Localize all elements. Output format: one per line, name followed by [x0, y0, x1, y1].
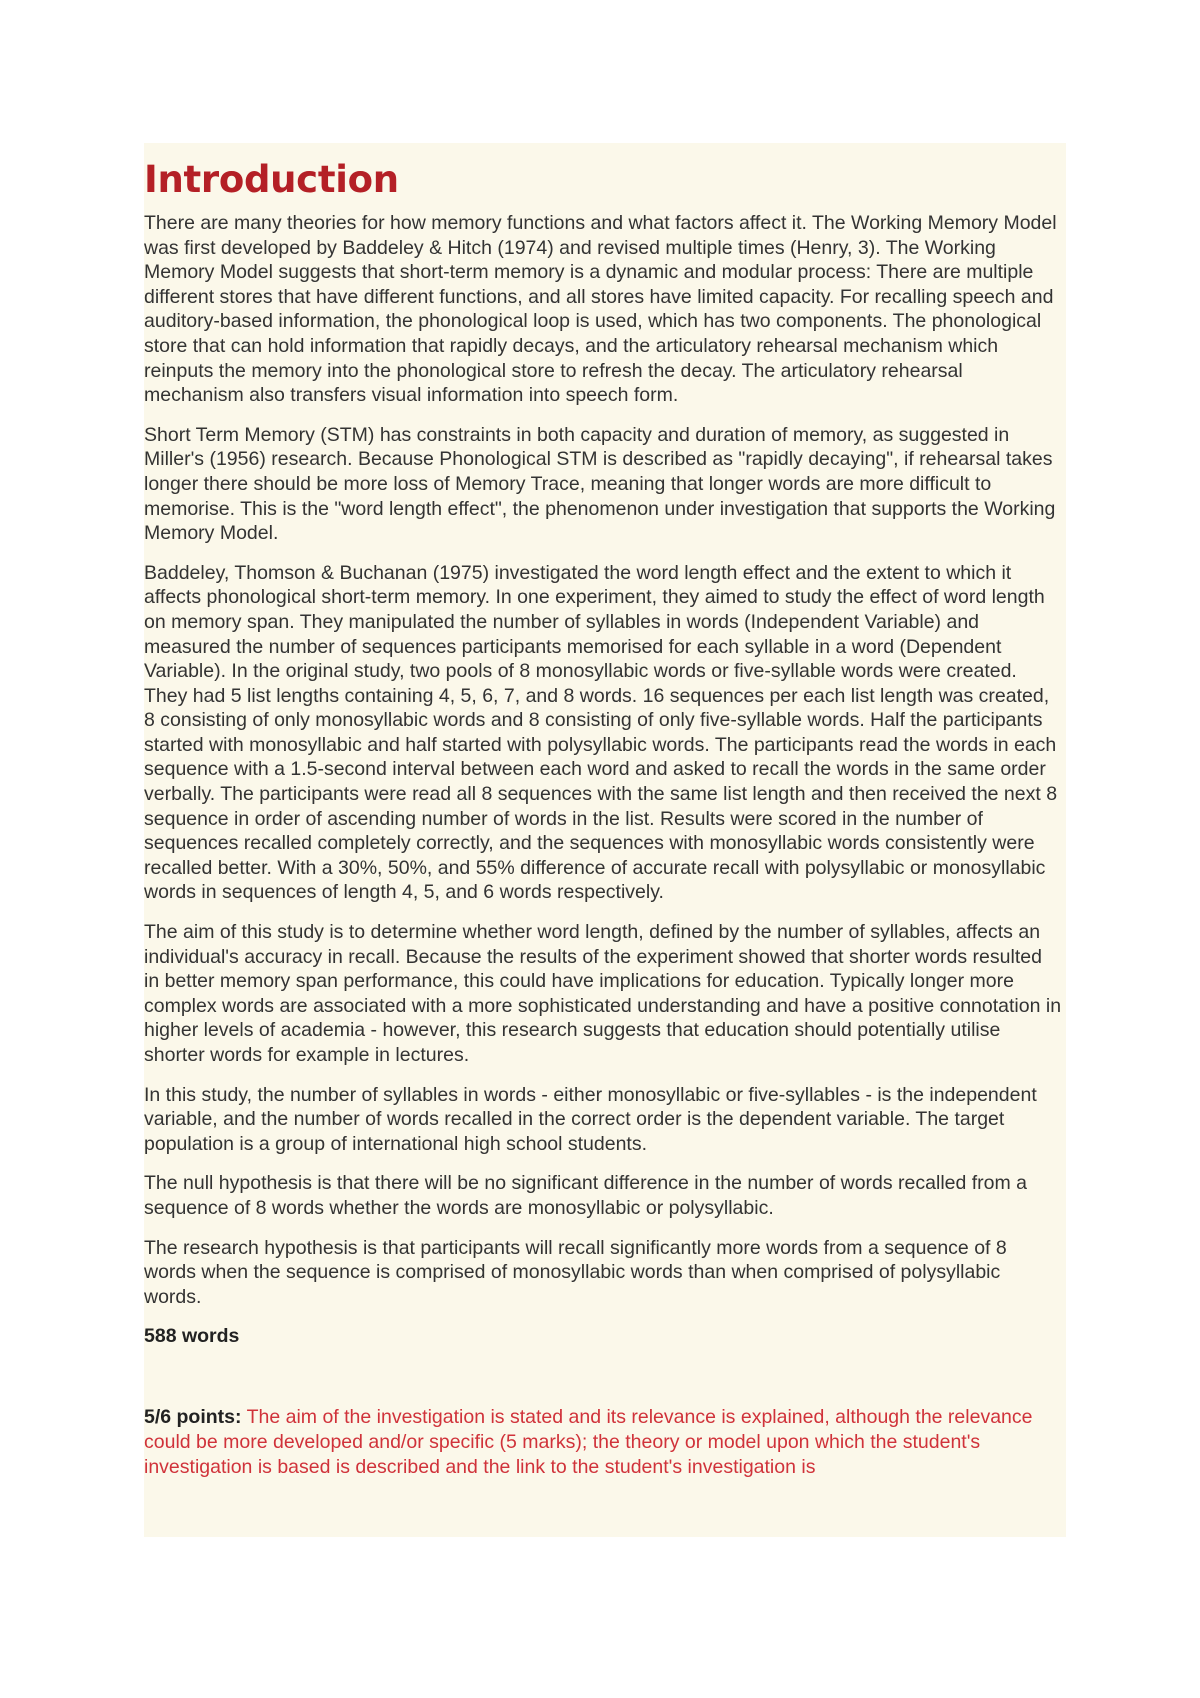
section-title: Introduction [144, 158, 399, 201]
feedback-points: 5/6 points: [144, 1406, 242, 1429]
paragraph-research-hypothesis: The research hypothesis is that participants will recall significantly more words from a sequence of 8 words when the sequence is comprised of monosyllabic words than when comprised of polysyllabic words. [144, 1236, 1007, 1308]
paragraph-null-hypothesis: The null hypothesis is that there will be no significant difference in the number of words recalled from a sequence of 8 words whether the words are monosyllabic or polysyllabic. [144, 1172, 1028, 1219]
paragraph-working-memory-model: There are many theories for how memory functions and what factors affect it. The Working Memory Model was first developed by Baddeley & Hitch (1974) and revised multiple times (Henry, 3). The Working Memory Model suggests that short-term memory is a dynamic and modular process: There are multiple different stores that have different functions, and all stores have limited capacity. For recalling speech and auditory-based information, the phonological loop is used, which has two components. The phonological store that can hold information that rapidly decays, and the articulatory rehearsal mechanism which reinputs the memory into the phonological store to refresh the decay. The articulatory rehearsal mechanism also transfers visual information into speech form. [144, 212, 1057, 407]
section-body [144, 211, 1066, 1309]
paragraph-aim: The aim of this study is to determine whether word length, defined by the number of syllables, affects an individual's accuracy in recall. Because the results of the experiment showed that shorter words resulted in better memory span performance, this could have implications for education. Typically longer more complex words are associated with a more sophisticated understanding and have a positive connotation in higher levels of academia - however, this research suggests that education should potentially utilise shorter words for example in lectures. [144, 921, 1062, 1066]
document-panel [144, 143, 1066, 1537]
paragraph-short-term-memory: Short Term Memory (STM) has constraints in both capacity and duration of memory, as suggested in Miller's (1956) research. Because Phonological STM is described as "rapidly decaying", if rehearsal takes longer there should be more loss of Memory Trace, meaning that longer words are more difficult to memorise. This is the "word length effect", the phenomenon under investigation that supports the Working Memory Model. [144, 423, 1056, 545]
feedback-comment [144, 1405, 1066, 1479]
feedback-text: The aim of the investigation is stated and its relevance is explained, although the relevance could be more developed and/or specific (5 marks); the theory or model upon which the student's investigation is based is described and the link to the student's investigation is [144, 1406, 1033, 1478]
paragraph-original-study: Baddeley, Thomson & Buchanan (1975) investigated the word length effect and the extent to which it affects phonological short-term memory. In one experiment, they aimed to study the effect of word length on memory span. They manipulated the number of syllables in words (Independent Variable) and measured the number of sequences participants memorised for each syllable in a word (Dependent Variable). In the original study, two pools of 8 monosyllabic words or five-syllable words were created. They had 5 list lengths containing 4, 5, 6, 7, and 8 words. 16 sequences per each list length was created, 8 consisting of only monosyllabic words and 8 consisting of only five-syllable words. Half the participants started with monosyllabic and half started with polysyllabic words. The participants read the words in each sequence with a 1.5-second interval between each word and asked to recall the words in the same order verbally. The participants were read all 8 sequences with the same list length and then received the next 8 sequence in order of ascending number of words in the list. Results were scored in the number of sequences recalled completely correctly, and the sequences with monosyllabic words consistently were recalled better. With a 30%, 50%, and 55% difference of accurate recall with polysyllabic or monosyllabic words in sequences of length 4, 5, and 6 words respectively. [144, 561, 1058, 904]
word-count: 588 words [144, 1325, 240, 1348]
paragraph-variables: In this study, the number of syllables in words - either monosyllabic or five-syllables - is the independent variable, and the number of words recalled in the correct order is the dependent variable. The target population is a group of international high school students. [144, 1083, 1037, 1155]
